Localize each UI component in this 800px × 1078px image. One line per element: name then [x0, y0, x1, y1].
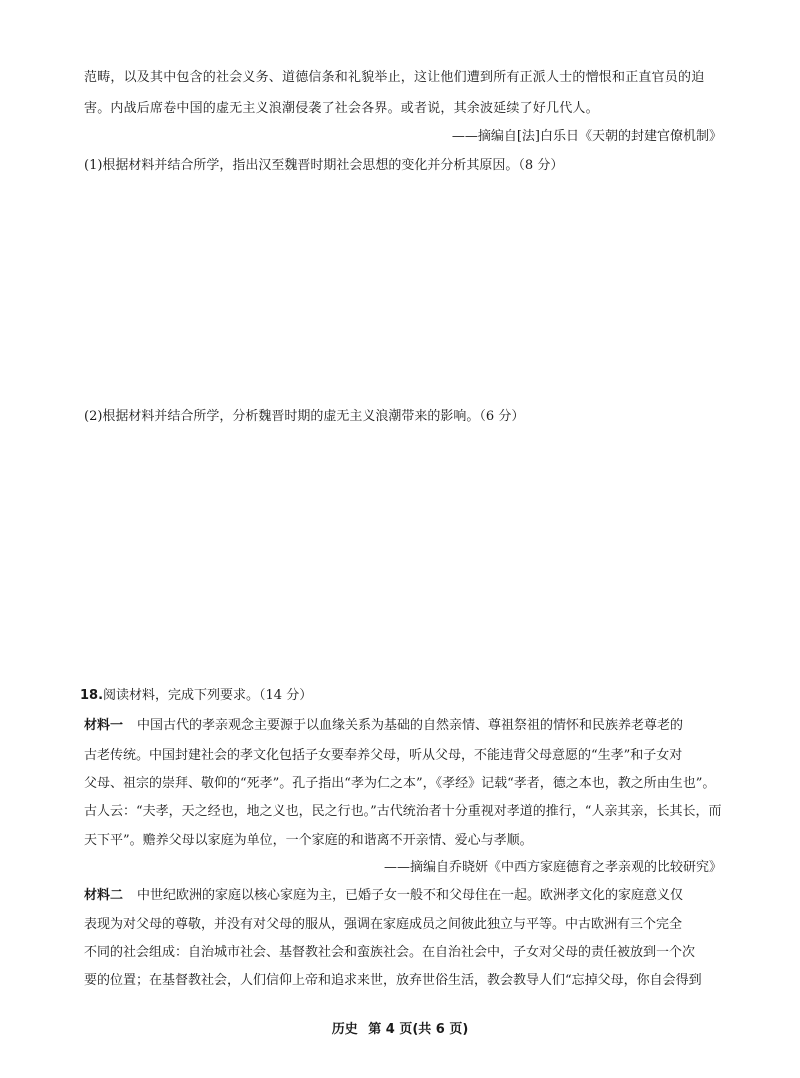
material2-text-1: 中世纪欧洲的家庭以核心家庭为主，已婚子女一般不和父母住在一起。欧洲孝文化的家庭意义仅	[137, 888, 684, 903]
material2-line-1	[84, 886, 683, 906]
material2-line-4: 要的位置；在基督教社会，人们信仰上帝和追求来世，放弃世俗生活，教会教导人们“忘掉父母，你自会得到	[84, 973, 702, 988]
page-footer	[0, 1018, 800, 1037]
q18-header	[80, 686, 312, 706]
q18-prompt: 阅读材料，完成下列要求。（14 分）	[103, 688, 313, 703]
q17-sub-question-2: (2)根据材料并结合所学，分析魏晋时期的虚无主义浪潮带来的影响。（6 分）	[84, 409, 525, 424]
passage-line-1: 范畴，以及其中包含的社会义务、道德信条和礼貌举止，这让他们遭到所有正派人士的憎恨和正直官员的迫	[84, 70, 705, 85]
material1-line-3: 父母、祖宗的崇拜、敬仰的“死孝”。孔子指出“孝为仁之本”，《孝经》记载“孝者，德之本也，教之所由生也”。	[84, 776, 716, 791]
q17-sub-question-1: (1)根据材料并结合所学，指出汉至魏晋时期社会思想的变化并分析其原因。（8 分）	[84, 158, 564, 173]
footer-subject: 历史	[331, 1022, 358, 1037]
material1-source: ——摘编自乔晓妍《中西方家庭德育之孝亲观的比较研究》	[383, 860, 722, 875]
material2-line-2: 表现为对父母的尊敬，并没有对父母的服从，强调在家庭成员之间彼此独立与平等。中古欧洲有三个完全	[84, 917, 683, 932]
material1-line-2: 古老传统。中国封建社会的孝文化包括子女要奉养父母，听从父母，不能违背父母意愿的“生孝”和子女对	[84, 748, 683, 763]
material1-label: 材料一	[84, 718, 124, 733]
material2-label: 材料二	[84, 888, 124, 903]
q18-number: 18.	[80, 688, 104, 703]
material2-line-3: 不同的社会组成：自治城市社会、基督教社会和蛮族社会。在自治社会中，子女对父母的责任被放到一个次	[84, 945, 696, 960]
material1-line-4: 古人云：“夫孝，天之经也，地之义也，民之行也。”古代统治者十分重视对孝道的推行，“人亲其亲，长其长，而	[84, 804, 722, 819]
footer-page-number: 第 4 页(共 6 页)	[368, 1022, 469, 1037]
passage-line-2: 害。内战后席卷中国的虚无主义浪潮侵袭了社会各界。或者说，其余波延续了好几代人。	[84, 101, 599, 116]
material1-text-1: 中国古代的孝亲观念主要源于以血缘关系为基础的自然亲情、尊祖祭祖的情怀和民族养老尊老的	[137, 718, 684, 733]
material1-line-5: 天下平”。赡养父母以家庭为单位，一个家庭的和谐离不开亲情、爱心与孝顺。	[84, 833, 533, 848]
passage-source: ——摘编自[法]白乐日《天朝的封建官僚机制》	[451, 129, 722, 144]
material1-line-1	[84, 716, 683, 736]
